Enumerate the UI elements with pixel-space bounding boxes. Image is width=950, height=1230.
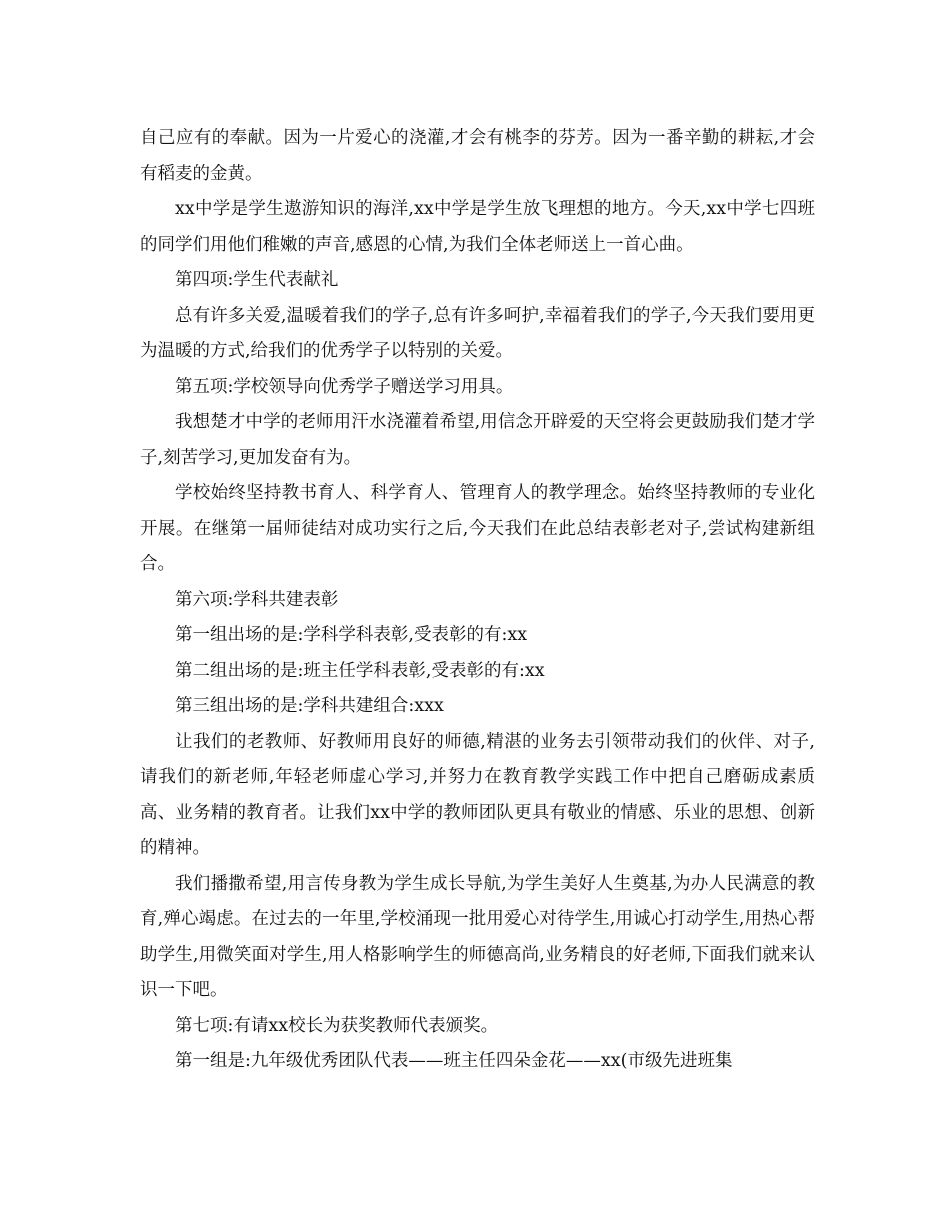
section-heading: 第六项:学科共建表彰 — [175, 589, 339, 610]
section-heading: 第五项:学校领导向优秀学子赠送学习用具。 — [175, 376, 514, 397]
section-heading: 第四项:学生代表献礼 — [175, 270, 339, 290]
paragraph: 总有许多关爱,温暖着我们的学子,总有许多呵护,幸福着我们的学子,今天我们要用更为温暖的方式,给我们的优秀学子以特别的关爱。 — [140, 305, 815, 361]
paragraph: 我们播撒希望,用言传身教为学生成长导航,为学生美好人生奠基,为办人民满意的教育,殚心竭虑。在过去的一年里,学校涌现一批用爱心对待学生,用诚心打动学生,用热心帮助学生,用微笑面对学生,用人格影响学生的师德高尚,业务精良的好老师,下面我们就来认识一下吧。 — [140, 873, 815, 1000]
paragraph: 我想楚才中学的老师用汗水浇灌着希望,用信念开辟爱的天空将会更鼓励我们楚才学子,刻苦学习,更加发奋有为。 — [140, 412, 815, 468]
section-heading: 第七项:有请xx校长为获奖教师代表颁奖。 — [175, 1015, 499, 1036]
document-body — [140, 121, 815, 1080]
paragraph: 学校始终坚持教书育人、科学育人、管理育人的教学理念。始终坚持教师的专业化开展。在继第一届师徒结对成功实行之后,今天我们在此总结表彰老对子,尝试构建新组合。 — [140, 483, 815, 574]
paragraph: xx中学是学生遨游知识的海洋,xx中学是学生放飞理想的地方。今天,xx中学七四班的同学们用他们稚嫩的声音,感恩的心情,为我们全体老师送上一首心曲。 — [140, 199, 815, 255]
list-item: 第三组出场的是:学科共建组合:xxx — [175, 696, 444, 716]
list-item: 第二组出场的是:班主任学科表彰,受表彰的有:xx — [175, 660, 545, 681]
list-item: 第一组出场的是:学科学科表彰,受表彰的有:xx — [175, 625, 528, 645]
paragraph: 让我们的老教师、好教师用良好的师德,精湛的业务去引领带动我们的伙伴、对子,请我们的新老师,年轻老师虚心学习,并努力在教育教学实践工作中把自己磨砺成素质高、业务精的教育者。让我们xx中学的教师团队更具有敬业的情感、乐业的思想、创新的精神。 — [140, 731, 815, 858]
paragraph: 第一组是:九年级优秀团队代表——班主任四朵金花——xx(市级先进班集 — [175, 1051, 733, 1071]
paragraph: 自己应有的奉献。因为一片爱心的浇灌,才会有桃李的芬芳。因为一番辛勤的耕耘,才会有稻麦的金黄。 — [140, 128, 815, 184]
